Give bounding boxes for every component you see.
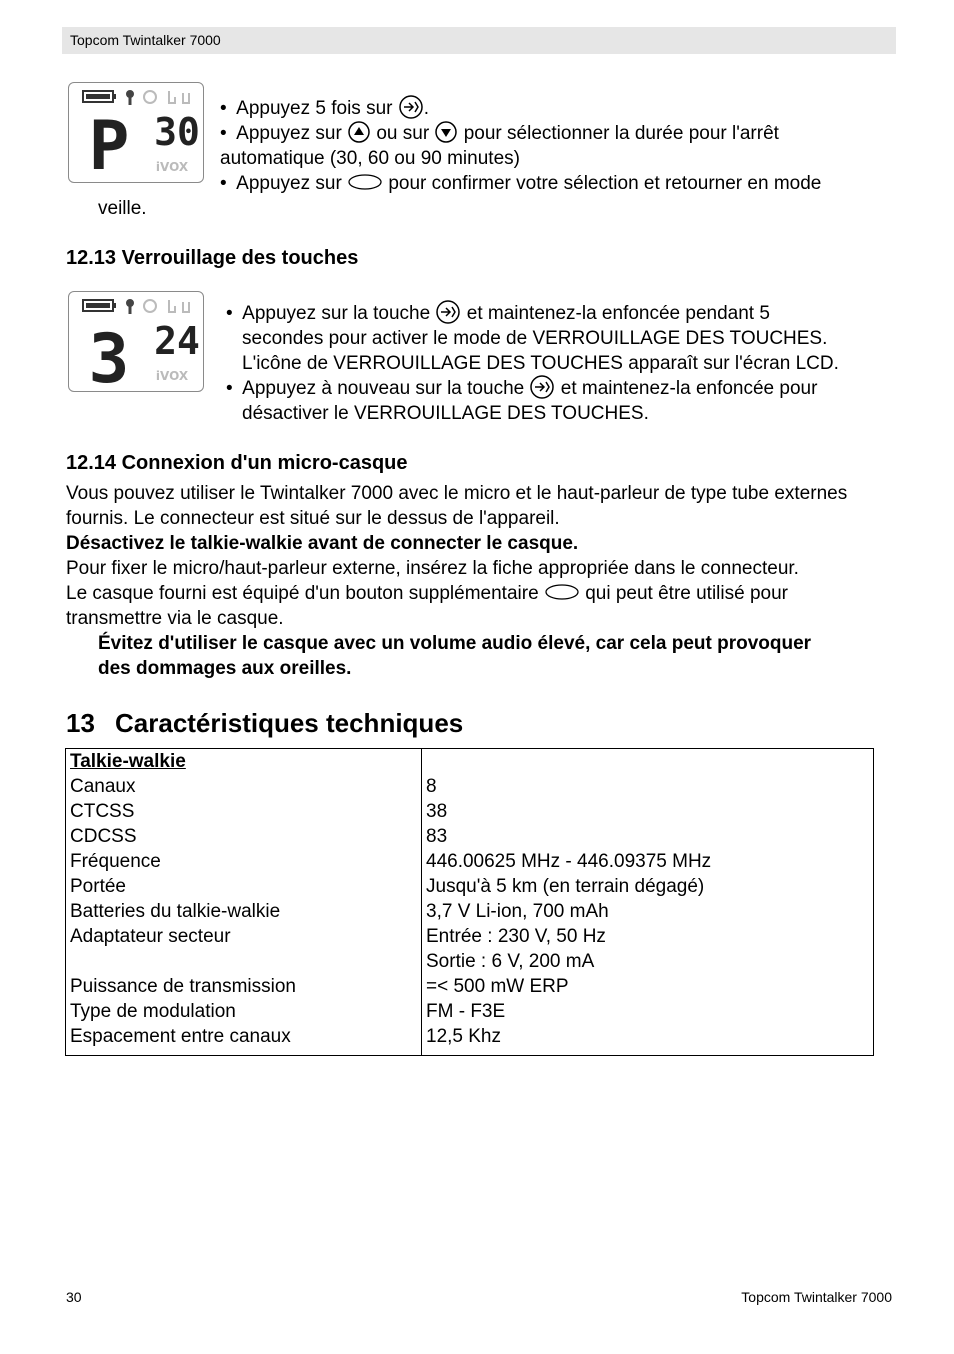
headset-warning: Désactivez le talkie-walkie avant de connecter le casque. — [66, 533, 579, 554]
auto-off-bullet-2-line-2: automatique (30, 60 ou 90 minutes) — [220, 148, 520, 169]
spec-label: CTCSS — [66, 799, 422, 824]
table-row — [66, 949, 874, 974]
menu-button-icon — [398, 94, 424, 120]
spec-label: Espacement entre canaux — [66, 1024, 422, 1056]
chapter-number: 13 — [66, 708, 95, 738]
spec-value — [422, 749, 874, 775]
key-lock-bullet-1-line-2: secondes pour activer le mode de VERROUILLAGE DES TOUCHES. — [242, 328, 828, 349]
spec-label: CDCSS — [66, 824, 422, 849]
table-row — [66, 774, 874, 799]
ptt-button-icon — [347, 172, 383, 192]
spec-value: Entrée : 230 V, 50 Hz — [426, 926, 606, 947]
spec-label: Puissance de transmission — [66, 974, 422, 999]
lcd-channel-digit: P — [88, 107, 130, 182]
headset-instructions-line-3: transmettre via le casque. — [66, 608, 284, 629]
key-lock-bullet-1: • Appuyez sur la touche et maintenez-la enfoncée pendant 5 — [226, 301, 770, 326]
spec-label: Fréquence — [66, 849, 422, 874]
key-lock-bullet-1-line-3: L'icône de VERROUILLAGE DES TOUCHES apparaît sur l'écran LCD. — [242, 353, 839, 374]
volume-caution-line-2: des dommages aux oreilles. — [98, 658, 352, 679]
lcd-channel-digit: 3 — [88, 320, 130, 391]
battery-icon — [83, 91, 116, 102]
volume-caution-line-1: Évitez d'utiliser le casque avec un volume audio élevé, car cela peut provoquer — [98, 633, 812, 654]
headset-paragraph-line-2: fournis. Le connecteur est situé sur le dessus de l'appareil. — [66, 508, 560, 529]
key-lock-bullet-2: • Appuyez à nouveau sur la touche et maintenez-la enfoncée pour — [226, 376, 817, 401]
chapter-title: Caractéristiques techniques — [115, 708, 464, 738]
scan-icon — [144, 91, 156, 103]
lock-icon — [126, 299, 134, 314]
spec-label: Adaptateur secteur — [66, 924, 422, 949]
header-title: Topcom Twintalker 7000 — [70, 32, 221, 48]
lcd-value: 24 — [154, 319, 200, 363]
lcd-ivox-label: iVOX — [155, 160, 189, 174]
spec-value: Sortie : 6 V, 200 mA — [426, 951, 595, 972]
spec-value: =< 500 mW ERP — [426, 976, 569, 997]
section-heading-12-13: 12.13 Verrouillage des touches — [66, 247, 359, 269]
menu-button-icon — [435, 299, 461, 325]
headset-instructions-line-2: Le casque fourni est équipé d'un bouton supplémentaire qui peut être utilisé pour — [66, 583, 788, 604]
spec-value: 8 — [426, 776, 437, 797]
table-row — [66, 1024, 874, 1056]
table-row — [66, 974, 874, 999]
section-heading-12-14: 12.14 Connexion d'un micro-casque — [66, 452, 408, 474]
spec-section-title: Talkie-walkie — [66, 749, 422, 775]
table-row — [66, 849, 874, 874]
lcd-display-auto-off — [68, 82, 204, 183]
ptt-button-icon — [544, 582, 580, 602]
table-row — [66, 924, 874, 949]
page-number: 30 — [66, 1289, 82, 1305]
vox-icons — [169, 91, 189, 103]
vox-icons — [169, 300, 189, 312]
spec-value: 83 — [426, 826, 448, 847]
footer-brand: Topcom Twintalker 7000 — [741, 1289, 892, 1305]
battery-icon — [83, 300, 116, 311]
auto-off-bullet-3: • Appuyez sur pour confirmer votre sélection et retourner en mode — [220, 173, 822, 194]
spec-value: 12,5 Khz — [426, 1026, 501, 1047]
down-button-icon — [434, 120, 458, 144]
page-header — [62, 27, 896, 54]
spec-value: 38 — [426, 801, 448, 822]
lcd-display-key-lock — [68, 291, 204, 392]
spec-value: 3,7 V Li-ion, 700 mAh — [426, 901, 609, 922]
lcd-ivox-label: iVOX — [155, 369, 189, 383]
spec-label — [66, 949, 422, 974]
specifications-table — [65, 748, 874, 1056]
lock-icon — [126, 90, 134, 105]
up-button-icon — [347, 120, 371, 144]
spec-label: Portée — [66, 874, 422, 899]
headset-paragraph-line-1: Vous pouvez utiliser le Twintalker 7000 avec le micro et le haut-parleur de type tube externes — [66, 483, 848, 504]
auto-off-bullet-1: • Appuyez 5 fois sur . — [220, 96, 429, 121]
table-row — [66, 749, 874, 775]
table-row — [66, 899, 874, 924]
headset-instructions-line-1: Pour fixer le micro/haut-parleur externe, insérez la fiche appropriée dans le connecteur. — [66, 558, 799, 579]
scan-icon — [144, 300, 156, 312]
spec-value: 446.00625 MHz - 446.09375 MHz — [426, 851, 712, 872]
auto-off-bullet-2: • Appuyez sur ou sur pour sélectionner la durée pour l'arrêt — [220, 121, 779, 146]
spec-label: Type de modulation — [66, 999, 422, 1024]
table-row — [66, 799, 874, 824]
key-lock-bullet-2-line-2: désactiver le VERROUILLAGE DES TOUCHES. — [242, 403, 649, 424]
chapter-heading-13 — [66, 708, 463, 739]
table-row — [66, 874, 874, 899]
menu-button-icon — [529, 374, 555, 400]
spec-label: Canaux — [66, 774, 422, 799]
spec-value: FM - F3E — [426, 1001, 506, 1022]
spec-value: Jusqu'à 5 km (en terrain dégagé) — [426, 876, 705, 897]
table-row — [66, 824, 874, 849]
table-row — [66, 999, 874, 1024]
spec-label: Batteries du talkie-walkie — [66, 899, 422, 924]
auto-off-bullet-3-line-2: veille. — [98, 198, 147, 219]
lcd-value: 30 — [154, 110, 200, 154]
